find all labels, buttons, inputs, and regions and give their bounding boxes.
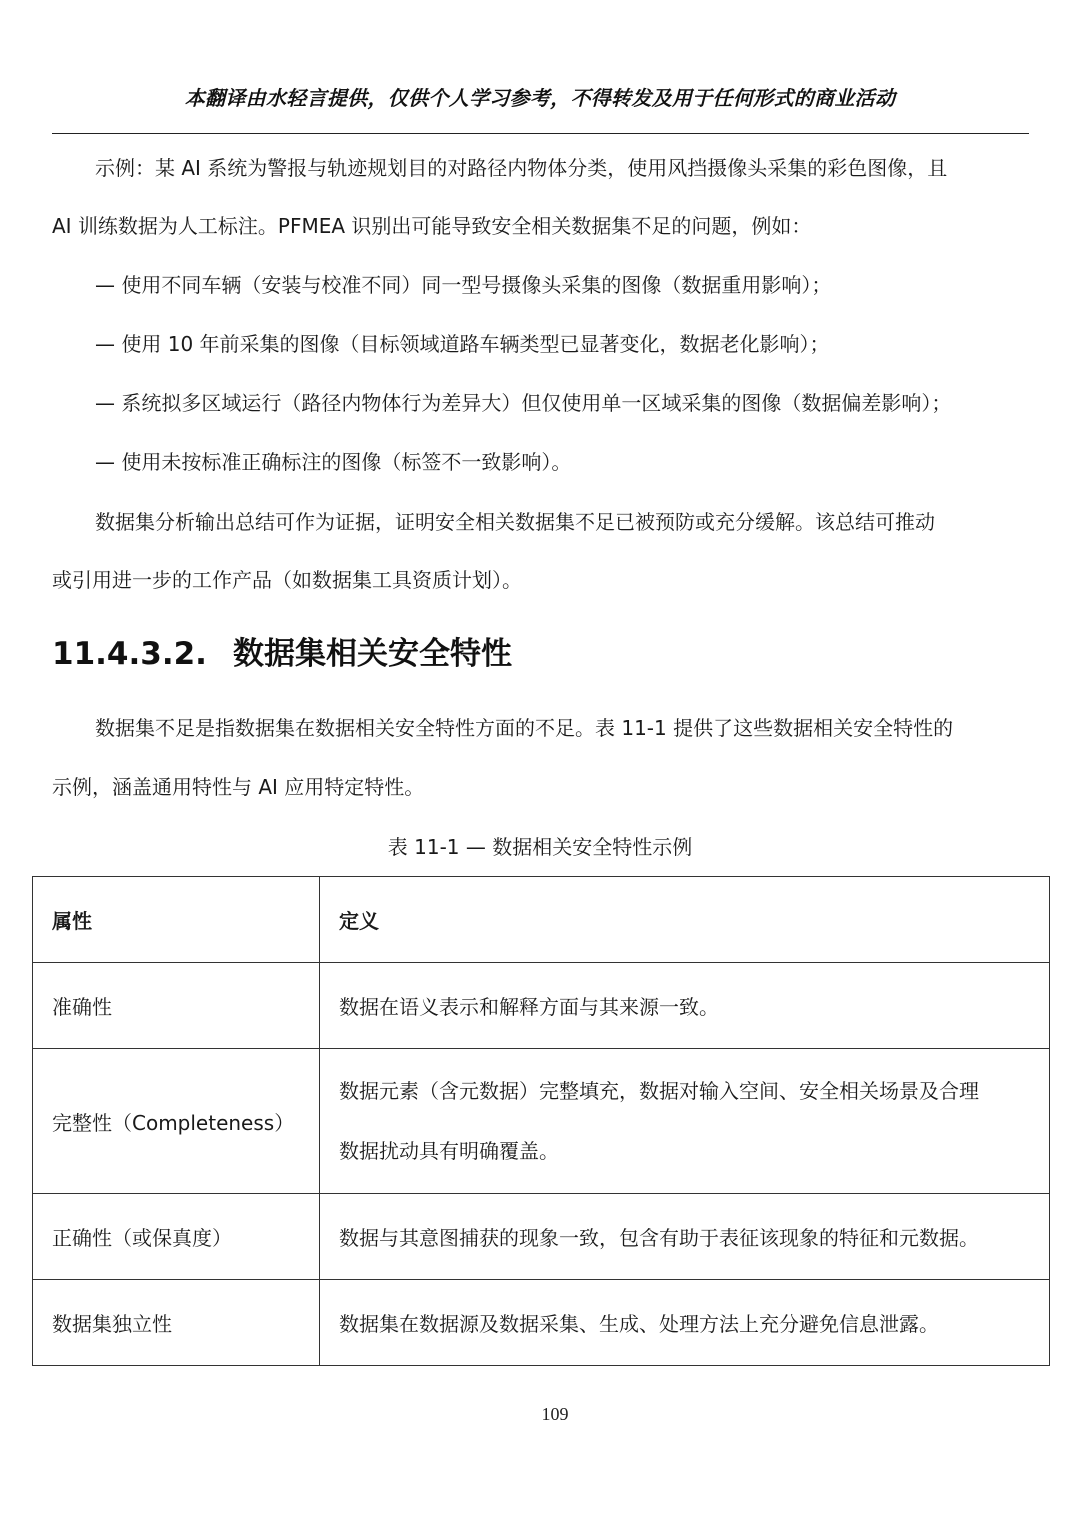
intro-line-1: 数据集不足是指数据集在数据相关安全特性方面的不足。表 11-1 提供了这些数据相关安全特性的 <box>95 716 954 740</box>
table-cell-definition <box>320 1194 1050 1280</box>
example-line-2: AI 训练数据为人工标注。PFMEA 识别出可能导致安全相关数据集不足的问题，例如： <box>52 214 812 238</box>
table-cell-attribute: 正确性（或保真度） <box>33 1194 320 1280</box>
table-cell-definition <box>320 963 1050 1049</box>
summary-line-1: 数据集分析输出总结可作为证据，证明安全相关数据集不足已被预防或充分缓解。该总结可推动 <box>95 510 935 534</box>
example-item-2: — 使用 10 年前采集的图像（目标领域道路车辆类型已显著变化，数据老化影响）； <box>95 332 830 356</box>
example-line-1: 示例：某 AI 系统为警报与轨迹规划目的对路径内物体分类，使用风挡摄像头采集的彩色图像，且 <box>95 156 948 180</box>
table-cell-definition <box>320 1049 1050 1194</box>
page-number: 109 <box>541 1404 569 1424</box>
section-heading <box>52 632 512 676</box>
table-cell-attribute: 数据集独立性 <box>33 1280 320 1366</box>
example-item-4: — 使用未按标准正确标注的图像（标签不一致影响）。 <box>95 450 572 474</box>
definition-text: 数据元素（含元数据）完整填充，数据对输入空间、安全相关场景及合理 <box>339 1079 979 1103</box>
header-notice: 本翻译由水轻言提供，仅供个人学习参考，不得转发及用于任何形式的商业活动 <box>184 86 896 110</box>
table-header-row <box>33 877 1050 963</box>
definition-text: 数据与其意图捕获的现象一致，包含有助于表征该现象的特征和元数据。 <box>339 1226 979 1250</box>
safety-properties-table <box>32 876 1050 1366</box>
example-item-1: — 使用不同车辆（安装与校准不同）同一型号摄像头采集的图像（数据重用影响）； <box>95 273 832 297</box>
definition-text-continued: 数据扰动具有明确覆盖。 <box>339 1139 559 1163</box>
table-cell-definition <box>320 1280 1050 1366</box>
section-title: 数据集相关安全特性 <box>232 636 512 672</box>
table-cell-attribute: 准确性 <box>33 963 320 1049</box>
table-row <box>33 963 1050 1049</box>
example-item-3: — 系统拟多区域运行（路径内物体行为差异大）但仅使用单一区域采集的图像（数据偏差影响）； <box>95 391 952 415</box>
definition-text: 数据集在数据源及数据采集、生成、处理方法上充分避免信息泄露。 <box>339 1312 939 1336</box>
table-row <box>33 1280 1050 1366</box>
section-number: 11.4.3.2. <box>52 636 207 672</box>
table-cell-attribute: 完整性（Completeness） <box>33 1049 320 1194</box>
table-caption: 表 11-1 — 数据相关安全特性示例 <box>387 835 693 859</box>
definition-text: 数据在语义表示和解释方面与其来源一致。 <box>339 995 719 1019</box>
table-row <box>33 1049 1050 1194</box>
header-divider <box>52 133 1029 134</box>
table-header-attribute: 属性 <box>33 877 320 963</box>
intro-line-2: 示例，涵盖通用特性与 AI 应用特定特性。 <box>52 775 425 799</box>
table-row <box>33 1194 1050 1280</box>
table-header-definition: 定义 <box>320 877 1050 963</box>
summary-line-2: 或引用进一步的工作产品（如数据集工具资质计划）。 <box>52 568 522 592</box>
